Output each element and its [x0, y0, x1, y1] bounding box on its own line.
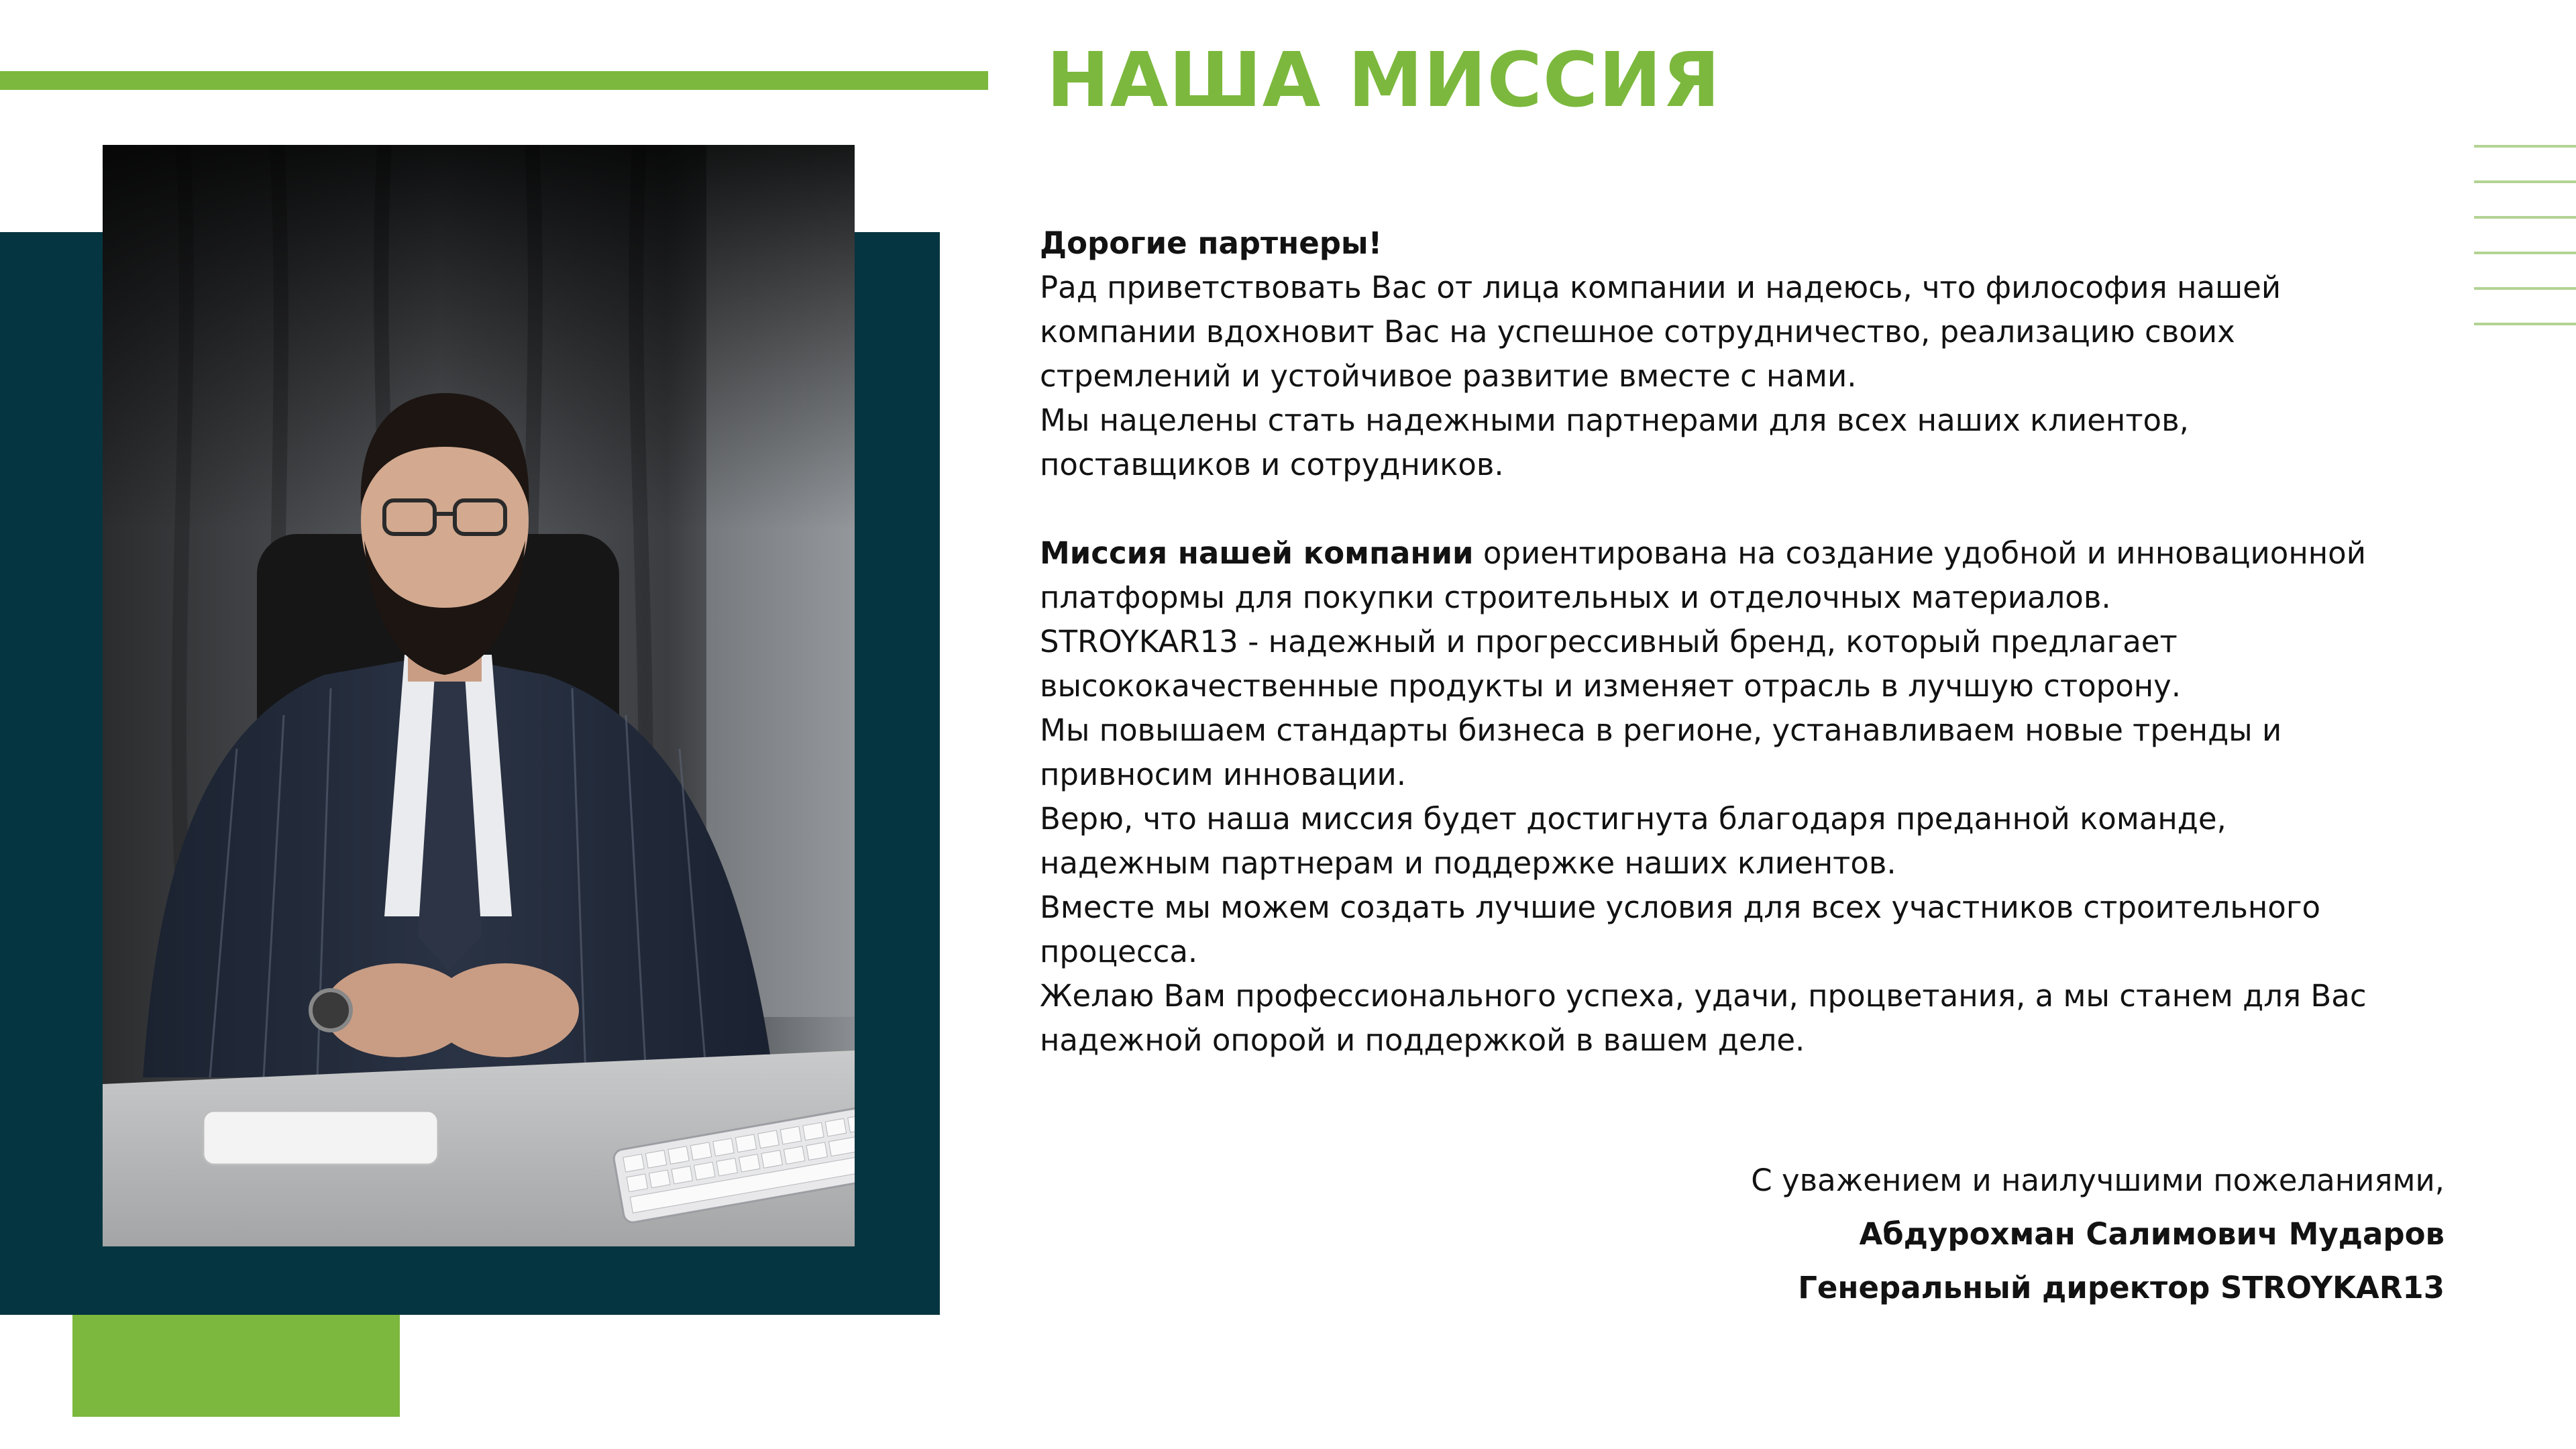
signature-block	[1751, 1154, 2445, 1315]
decorative-line	[2474, 145, 2576, 148]
letter-line: STROYKAR13 - надежный и прогрессивный бренд, который предлагает	[1040, 624, 2178, 659]
paragraph-gap	[1040, 487, 2462, 531]
letter-line: Мы нацелены стать надежными партнерами для всех наших клиентов,	[1040, 402, 2189, 438]
signature-name: Абдурохман Салимович Мударов	[1859, 1216, 2445, 1252]
letter-line: высококачественные продукты и изменяет отрасль в лучшую сторону.	[1040, 668, 2182, 704]
decorative-line	[2474, 287, 2576, 290]
letter-line: Мы повышаем стандарты бизнеса в регионе, устанавливаем новые тренды и	[1040, 712, 2282, 748]
letter-line: Рад приветствовать Вас от лица компании и надеюсь, что философия нашей	[1040, 270, 2282, 305]
letter-line: Вместе мы можем создать лучшие условия для всех участников строительного	[1040, 890, 2321, 925]
letter-line: поставщиков и сотрудников.	[1040, 447, 1504, 482]
decorative-line	[2474, 216, 2576, 219]
letter-body	[1040, 221, 2462, 1063]
letter-line: привносим инновации.	[1040, 757, 1407, 792]
letter-line: надежным партнерам и поддержке наших клиентов.	[1040, 845, 1896, 881]
decorative-line	[2474, 252, 2576, 254]
letter-line: стремлений и устойчивое развитие вместе с нами.	[1040, 358, 1857, 394]
decorative-line	[2474, 323, 2576, 325]
signature-position: Генеральный директор STROYKAR13	[1798, 1270, 2445, 1305]
letter-line: надежной опорой и поддержкой в вашем деле.	[1040, 1022, 1805, 1058]
green-accent-block	[72, 1315, 400, 1417]
signature-closing: С уважением и наилучшими пожеланиями,	[1751, 1163, 2445, 1198]
decorative-line	[2474, 180, 2576, 183]
top-accent-bar	[0, 71, 988, 90]
letter-line: Верю, что наша миссия будет достигнута благодаря преданной команде,	[1040, 801, 2226, 837]
letter-line: процесса.	[1040, 934, 1198, 969]
mission-line: Миссия нашей компании ориентирована на создание удобной и инновационной	[1040, 535, 2366, 571]
letter-line: Желаю Вам профессионального успеха, удачи, процветания, а мы станем для Вас	[1040, 978, 2367, 1014]
page-title: НАША МИССИЯ	[1046, 37, 1721, 124]
letter-line: платформы для покупки строительных и отделочных материалов.	[1040, 580, 2111, 615]
letter-line: компании вдохновит Вас на успешное сотрудничество, реализацию своих	[1040, 314, 2235, 350]
letter-greeting: Дорогие партнеры!	[1040, 225, 1383, 261]
portrait-photo	[103, 145, 855, 1246]
